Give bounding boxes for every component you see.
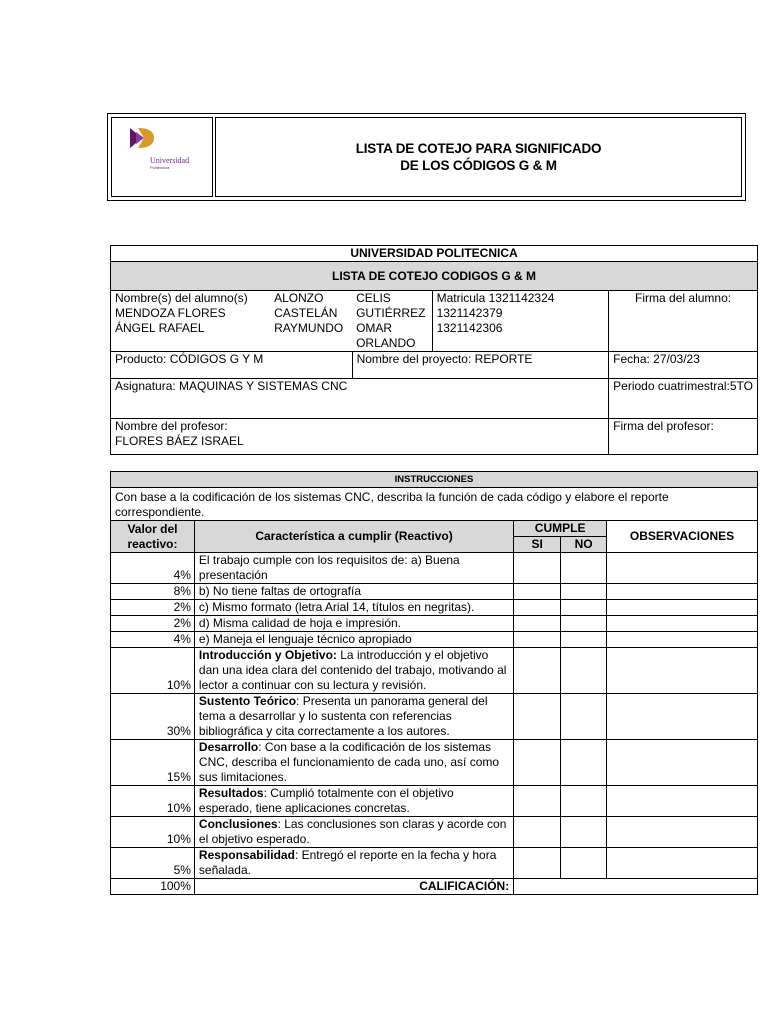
no-cell[interactable] xyxy=(561,616,607,632)
observations-cell[interactable] xyxy=(607,817,758,848)
no-cell[interactable] xyxy=(561,553,607,584)
observations-cell[interactable] xyxy=(607,786,758,817)
criteria-description xyxy=(194,740,513,786)
date-cell: Fecha: 27/03/23 xyxy=(609,352,758,379)
name-part: ALONZO xyxy=(274,291,324,305)
criteria-table xyxy=(110,471,758,895)
observations-cell[interactable] xyxy=(607,848,758,879)
observations-cell[interactable] xyxy=(607,648,758,694)
criteria-text: La introducción y el objetivo dan una idea clara del contenido del trabajo, motivando al lector a continuar con su lectura y revisión. xyxy=(198,648,507,692)
criteria-description xyxy=(194,616,513,632)
col-characteristic-header: Característica a cumplir (Reactivo) xyxy=(194,521,513,553)
name-part: GUTIÉRREZ xyxy=(356,306,426,320)
criteria-row xyxy=(111,694,758,740)
criteria-text: : Entregó el reporte en la fecha y hora señalada. xyxy=(198,848,497,877)
title-line-1: LISTA DE COTEJO PARA SIGNIFICADO xyxy=(355,141,602,156)
no-cell[interactable] xyxy=(561,632,607,648)
criteria-row xyxy=(111,848,758,879)
criteria-percent: 10% xyxy=(111,648,195,694)
criteria-row xyxy=(111,632,758,648)
si-cell[interactable] xyxy=(514,600,561,616)
criteria-text: : Presenta un panorama general del tema a desarrollar y lo sustenta con referencias bibliográfica y cita correctamente a los autores. xyxy=(198,694,488,738)
title-line-2: DE LOS CÓDIGOS G & M xyxy=(400,158,557,173)
no-cell[interactable] xyxy=(561,740,607,786)
criteria-percent: 4% xyxy=(111,553,195,584)
criteria-description xyxy=(194,553,513,584)
name-part: CELIS xyxy=(356,291,391,305)
university-name: UNIVERSIDAD POLITECNICA xyxy=(111,246,758,262)
instructions-title: INSTRUCCIONES xyxy=(111,472,758,488)
criteria-text: : Cumplió totalmente con el objetivo esperado, tiene aplicaciones concretas. xyxy=(198,786,454,815)
si-cell[interactable] xyxy=(514,648,561,694)
si-cell[interactable] xyxy=(514,632,561,648)
criteria-percent: 10% xyxy=(111,817,195,848)
criteria-heading: Conclusiones xyxy=(198,817,278,831)
name-part: CASTELÁN xyxy=(274,306,338,320)
criteria-percent: 15% xyxy=(111,740,195,786)
teacher-name: FLORES BÁEZ ISRAEL xyxy=(115,434,244,448)
surnames-col-2 xyxy=(270,291,352,352)
no-cell[interactable] xyxy=(561,694,607,740)
criteria-percent: 8% xyxy=(111,584,195,600)
total-percent: 100% xyxy=(111,879,195,895)
si-cell[interactable] xyxy=(514,817,561,848)
no-cell[interactable] xyxy=(561,648,607,694)
observations-cell[interactable] xyxy=(607,694,758,740)
criteria-description xyxy=(194,694,513,740)
instructions-text: Con base a la codificación de los sistemas CNC, describa la función de cada código y elabore el reporte correspondiente. xyxy=(111,488,758,521)
subject-cell: Asignatura: MAQUINAS Y SISTEMAS CNC xyxy=(111,379,609,419)
criteria-description xyxy=(194,848,513,879)
criteria-percent: 4% xyxy=(111,632,195,648)
si-cell[interactable] xyxy=(514,740,561,786)
si-cell[interactable] xyxy=(514,848,561,879)
project-cell: Nombre del proyecto: REPORTE xyxy=(352,352,609,379)
si-cell[interactable] xyxy=(514,786,561,817)
col-no-header: NO xyxy=(561,537,607,553)
criteria-description xyxy=(194,632,513,648)
criteria-heading: Resultados xyxy=(198,786,264,800)
observations-cell[interactable] xyxy=(607,740,758,786)
observations-cell[interactable] xyxy=(607,616,758,632)
list-title: LISTA DE COTEJO CODIGOS G & M xyxy=(111,262,758,291)
criteria-percent: 10% xyxy=(111,786,195,817)
logo-text: Universidad xyxy=(150,156,190,165)
matricula: 1321142379 xyxy=(436,306,503,320)
name-part: OMAR xyxy=(356,321,393,335)
no-cell[interactable] xyxy=(561,786,607,817)
student-info-table xyxy=(110,245,758,455)
criteria-row xyxy=(111,740,758,786)
logo-cell xyxy=(111,117,213,197)
criteria-row xyxy=(111,817,758,848)
si-cell[interactable] xyxy=(514,584,561,600)
criteria-description xyxy=(194,584,513,600)
criteria-percent: 5% xyxy=(111,848,195,879)
no-cell[interactable] xyxy=(561,600,607,616)
si-cell[interactable] xyxy=(514,553,561,584)
students-label: Nombre(s) del alumno(s) xyxy=(115,291,248,305)
observations-cell[interactable] xyxy=(607,632,758,648)
criteria-text: : Las conclusiones son claras y acorde con el objetivo esperado. xyxy=(198,817,507,846)
surnames-col-3 xyxy=(352,291,432,352)
criteria-text: b) No tiene faltas de ortografía xyxy=(198,584,361,598)
student-name-2: ÁNGEL RAFAEL xyxy=(115,321,205,335)
observations-cell[interactable] xyxy=(607,584,758,600)
name-part: ORLANDO xyxy=(356,336,416,350)
matricula: 1321142306 xyxy=(436,321,503,335)
teacher-cell xyxy=(111,419,609,455)
criteria-percent: 2% xyxy=(111,616,195,632)
name-part: RAYMUNDO xyxy=(274,321,344,335)
no-cell[interactable] xyxy=(561,817,607,848)
student-name-1: MENDOZA FLORES xyxy=(115,306,226,320)
criteria-text: e) Maneja el lenguaje técnico apropiado xyxy=(198,632,412,646)
col-si-header: SI xyxy=(514,537,561,553)
criteria-description xyxy=(194,786,513,817)
criteria-row xyxy=(111,553,758,584)
criteria-description xyxy=(194,817,513,848)
total-label: CALIFICACIÓN: xyxy=(194,879,513,895)
col-cumple-header: CUMPLE xyxy=(514,521,607,537)
criteria-row xyxy=(111,600,758,616)
criteria-row xyxy=(111,584,758,600)
criteria-text: : Con base a la codificación de los sistemas CNC, describa el funcionamiento de cada uno, así como sus limitaciones. xyxy=(198,740,500,784)
teacher-label: Nombre del profesor: xyxy=(115,419,228,433)
product-cell: Producto: CÓDIGOS G Y M xyxy=(111,352,353,379)
no-cell[interactable] xyxy=(561,584,607,600)
observations-cell[interactable] xyxy=(607,553,758,584)
page-title xyxy=(215,117,742,197)
university-logo-icon xyxy=(126,126,156,150)
criteria-heading: Introducción y Objetivo: xyxy=(198,648,337,662)
si-cell[interactable] xyxy=(514,694,561,740)
criteria-heading: Sustento Teórico xyxy=(198,694,297,708)
col-observations-header: OBSERVACIONES xyxy=(607,521,758,553)
document-header xyxy=(107,113,746,201)
criteria-row xyxy=(111,616,758,632)
period-cell: Periodo cuatrimestral:5TO xyxy=(609,379,758,419)
observations-cell[interactable] xyxy=(607,600,758,616)
criteria-heading: Desarrollo xyxy=(198,740,259,754)
criteria-percent: 2% xyxy=(111,600,195,616)
criteria-text: c) Mismo formato (letra Arial 14, títulos en negritas). xyxy=(198,600,475,614)
teacher-signature: Firma del profesor: xyxy=(609,419,758,455)
criteria-percent: 30% xyxy=(111,694,195,740)
criteria-text: d) Misma calidad de hoja e impresión. xyxy=(198,616,402,630)
si-cell[interactable] xyxy=(514,616,561,632)
criteria-text: El trabajo cumple con los requisitos de: a) Buena presentación xyxy=(198,553,460,582)
criteria-row xyxy=(111,786,758,817)
student-signature: Firma del alumno: xyxy=(609,291,758,352)
criteria-row xyxy=(111,648,758,694)
matricula-label: Matricula 1321142324 xyxy=(436,291,555,305)
students-cell xyxy=(111,291,271,352)
no-cell[interactable] xyxy=(561,848,607,879)
criteria-heading: Responsabilidad xyxy=(198,848,295,862)
logo-subtext: Politécnica xyxy=(150,165,170,170)
col-value-header: Valor del reactivo: xyxy=(111,521,195,553)
criteria-description xyxy=(194,648,513,694)
matriculas-cell xyxy=(432,291,609,352)
criteria-description xyxy=(194,600,513,616)
grade-cell[interactable] xyxy=(514,879,758,895)
